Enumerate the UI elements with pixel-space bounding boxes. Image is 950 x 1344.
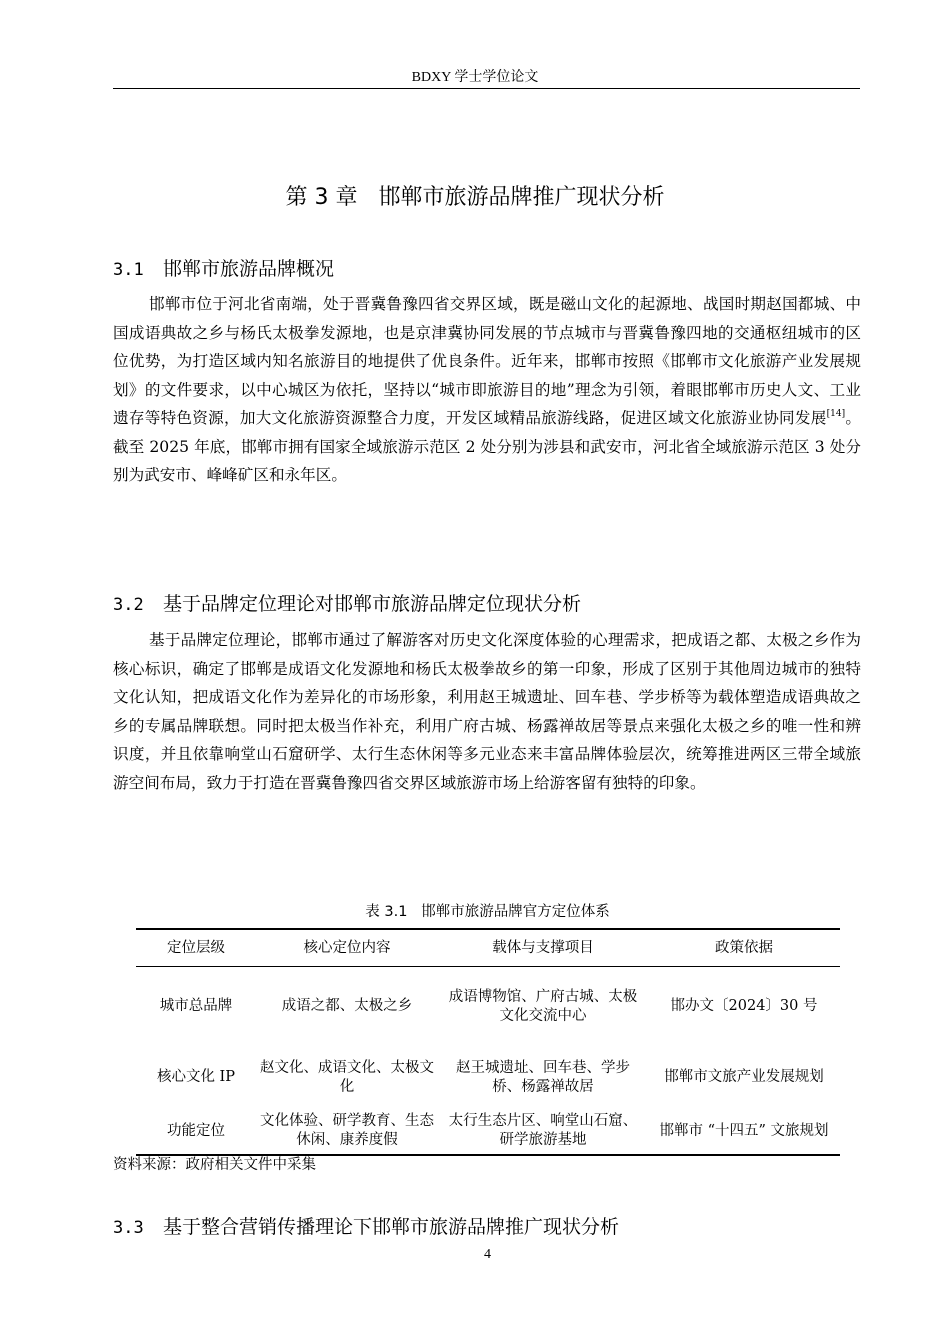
table-row <box>136 1047 840 1109</box>
column-header: 政策依据 <box>648 929 840 967</box>
section-number: 3.2 <box>113 595 144 615</box>
section-title-text: 基于品牌定位理论对邯郸市旅游品牌定位现状分析 <box>163 593 582 615</box>
table-cell: 太行生态片区、响堂山石窟、研学旅游基地 <box>438 1109 648 1155</box>
section-title-text: 邯郸市旅游品牌概况 <box>163 258 335 280</box>
table-source-note: 资料来源：政府相关文件中采集 <box>113 1157 316 1173</box>
table-cell: 邯郸市 “十四五” 文旅规划 <box>648 1109 840 1155</box>
running-header: BDXY 学士学位论文 <box>411 70 539 85</box>
positioning-table <box>136 928 840 1156</box>
section-heading-3-1 <box>113 254 334 281</box>
page-number: 4 <box>484 1247 491 1262</box>
table-cell: 城市总品牌 <box>159 998 233 1015</box>
section-title-text: 基于整合营销传播理论下邯郸市旅游品牌推广现状分析 <box>163 1216 620 1238</box>
table-row <box>136 1109 840 1155</box>
column-header: 核心定位内容 <box>256 929 438 967</box>
section-3-1-paragraph <box>113 290 861 490</box>
section-number: 3.1 <box>113 260 144 280</box>
table-row <box>136 967 840 1047</box>
table-cell: 邯办文〔2024〕30 号 <box>670 998 818 1015</box>
table-cell: 核心文化 IP <box>156 1069 236 1085</box>
table-cell: 成语博物馆、广府古城、太极文化交流中心 <box>448 988 638 1024</box>
table-cell: 成语之都、太极之乡 <box>281 998 413 1015</box>
chapter-title: 第 3 章 邯郸市旅游品牌推广现状分析 <box>285 185 665 210</box>
section-heading-3-2 <box>113 589 581 616</box>
section-heading-3-3 <box>113 1212 619 1239</box>
table-cell: 邯郸市文旅产业发展规划 <box>664 1069 824 1085</box>
table-cell: 文化体验、研学教育、生态休闲、康养度假 <box>256 1109 438 1155</box>
header-rule <box>113 88 860 89</box>
section-number: 3.3 <box>113 1218 144 1238</box>
column-header: 定位层级 <box>136 929 256 967</box>
paragraph-text-continued: 。截至 2025 年底，邯郸市拥有国家全域旅游示范区 2 处分别为涉县和武安市，河北省全域旅游示范区 3 处分别为武安市、峰峰矿区和永年区。 <box>113 409 861 484</box>
citation: [14] <box>826 409 846 419</box>
table-caption: 表 3.1 邯郸市旅游品牌官方定位体系 <box>365 904 610 920</box>
table-cell: 赵文化、成语文化、太极文化 <box>260 1059 434 1095</box>
table-cell: 赵王城遗址、回车巷、学步桥、杨露禅故居 <box>456 1059 630 1095</box>
table-header-row <box>136 929 840 967</box>
column-header: 载体与支撑项目 <box>438 929 648 967</box>
section-3-2-paragraph: 基于品牌定位理论，邯郸市通过了解游客对历史文化深度体验的心理需求，把成语之都、太极之乡作为核心标识，确定了邯郸是成语文化发源地和杨氏太极拳故乡的第一印象，形成了区别于其他周边城市的独特文化认知，把成语文化作为差异化的市场形象，利用赵王城遗址、回车巷、学步桥等为载体塑造成语典故之乡的专属品牌联想。同时把太极当作补充，利用广府古城、杨露禅故居等景点来强化太极之乡的唯一性和辨识度，并且依靠响堂山石窟研学、太行生态休闲等多元业态来丰富品牌体验层次，统筹推进两区三带全域旅游空间布局，致力于打造在晋冀鲁豫四省交界区域旅游市场上给游客留有独特的印象。 <box>113 631 861 792</box>
paragraph-text: 邯郸市位于河北省南端，处于晋冀鲁豫四省交界区域，既是磁山文化的起源地、战国时期赵国都城、中国成语典故之乡与杨氏太极拳发源地，也是京津冀协同发展的节点城市与晋冀鲁豫四地的交通枢纽城市的区位优势，为打造区域内知名旅游目的地提供了优良条件。近年来，邯郸市按照《邯郸市文化旅游产业发展规划》的文件要求，以中心城区为依托，坚持以“城市即旅游目的地”理念为引领，着眼邯郸市历史人文、工业遗存等特色资源，加大文化旅游资源整合力度，开发区域精品旅游线路，促进区域文化旅游业协同发展 <box>113 295 861 427</box>
table-cell: 功能定位 <box>136 1109 256 1155</box>
